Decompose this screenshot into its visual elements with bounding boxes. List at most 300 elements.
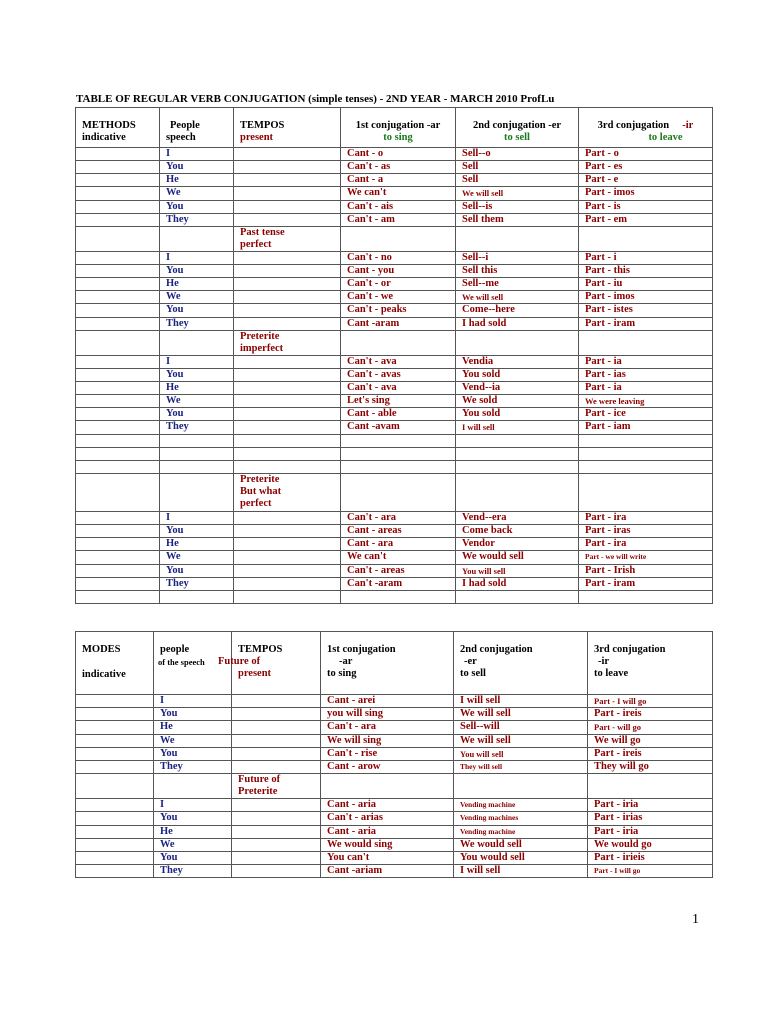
present-label-2: present — [238, 668, 272, 679]
mode-cell — [76, 161, 160, 174]
person-cell: I — [160, 148, 234, 161]
conj3-cell — [579, 590, 713, 603]
conj3-cell: Part - ice — [579, 408, 713, 421]
table-row — [76, 355, 713, 368]
person-cell — [160, 590, 234, 603]
person-cell — [160, 447, 234, 460]
person-cell: You — [154, 812, 232, 825]
table-row — [76, 708, 713, 721]
tense-label: perfect — [240, 238, 272, 250]
conj3-cell: Part - ia — [579, 381, 713, 394]
conj2-cell: We will sell — [454, 734, 588, 747]
mode-cell — [76, 774, 154, 799]
tense-cell — [234, 200, 341, 213]
tense-cell — [234, 590, 341, 603]
mode-cell — [76, 511, 160, 524]
person-cell: They — [160, 317, 234, 330]
tense-cell — [234, 447, 341, 460]
conj1-cell: Can't -aram — [341, 577, 456, 590]
table-1-header-row — [76, 108, 713, 148]
person-cell: They — [160, 421, 234, 434]
conj3-cell: Part - ireis — [588, 708, 713, 721]
mode-cell — [76, 721, 154, 734]
conj3-cell: Part - iras — [579, 525, 713, 538]
conj1-cell — [321, 774, 454, 799]
tense-cell — [232, 760, 321, 773]
conj3-cell: Part - will go — [588, 721, 713, 734]
conj1-cell: Cant - arow — [321, 760, 454, 773]
conj3-cell: Part - imos — [579, 187, 713, 200]
mode-cell — [76, 865, 154, 878]
conj2-cell — [456, 447, 579, 460]
tense-cell — [234, 551, 341, 564]
person-cell: They — [160, 577, 234, 590]
person-cell: He — [154, 721, 232, 734]
table-row — [76, 473, 713, 511]
tempos-label: TEMPOS — [240, 120, 285, 131]
table-row — [76, 590, 713, 603]
table-row — [76, 538, 713, 551]
conj3-cell: Part - iu — [579, 278, 713, 291]
tense-cell — [234, 264, 341, 277]
mode-cell — [76, 148, 160, 161]
conj3-cell: Part - ira — [579, 511, 713, 524]
conj3-cell: Part - ia — [579, 355, 713, 368]
conj1-cell: Cant -avam — [341, 421, 456, 434]
conj1-cell: Can't - ara — [341, 511, 456, 524]
mode-cell — [76, 434, 160, 447]
conj1-label-2: 1st conjugation — [327, 644, 396, 655]
table-row — [76, 695, 713, 708]
conj3-cell — [579, 330, 713, 355]
mode-cell — [76, 226, 160, 251]
conj1-suffix-2: -ar — [339, 656, 353, 667]
tense-cell — [232, 721, 321, 734]
conj1-cell: Cant - areas — [341, 525, 456, 538]
tense-label: Preterite — [238, 786, 278, 798]
person-cell: You — [160, 368, 234, 381]
conj3-cell: We will go — [588, 734, 713, 747]
conj2-cell: We will sell — [454, 708, 588, 721]
person-cell: You — [160, 200, 234, 213]
methods-label: METHODS — [82, 120, 136, 131]
conj1-label: 1st conjugation -ar — [355, 120, 441, 131]
conj2-cell: Sell--will — [454, 721, 588, 734]
tense-cell — [234, 174, 341, 187]
conj2-cell: We sold — [456, 395, 579, 408]
mode-cell — [76, 708, 154, 721]
conj3-cell — [579, 447, 713, 460]
tense-label: Preterite — [240, 330, 280, 342]
conj3-cell: Part - iram — [579, 317, 713, 330]
table-row — [76, 799, 713, 812]
conj1-cell — [341, 590, 456, 603]
conj3-cell: Part - this — [579, 264, 713, 277]
mode-cell — [76, 317, 160, 330]
conj1-cell: Can't - arias — [321, 812, 454, 825]
conj3-cell: Part - Irish — [579, 564, 713, 577]
conj2-cell: Sell--o — [456, 148, 579, 161]
conj2-cell: Sell — [456, 174, 579, 187]
header-tempos-2 — [218, 632, 321, 695]
tense-cell — [234, 187, 341, 200]
table-row — [76, 812, 713, 825]
table-row — [76, 226, 713, 251]
mode-cell — [76, 355, 160, 368]
tense-cell — [234, 408, 341, 421]
page-number: 1 — [692, 912, 699, 927]
speech-label: speech — [166, 132, 196, 143]
mode-cell — [76, 251, 160, 264]
table-row — [76, 447, 713, 460]
mode-cell — [76, 590, 160, 603]
mode-cell — [76, 421, 160, 434]
person-cell: They — [160, 213, 234, 226]
conj2-cell: I will sell — [454, 865, 588, 878]
mode-cell — [76, 330, 160, 355]
conj2-cell: We would sell — [456, 551, 579, 564]
conj2-cell — [456, 226, 579, 251]
person-cell — [160, 473, 234, 511]
conj3-cell: Part - es — [579, 161, 713, 174]
conj2-cell: I had sold — [456, 317, 579, 330]
table-row — [76, 264, 713, 277]
tense-label: Future of — [238, 774, 281, 786]
conj2-cell: Sell--i — [456, 251, 579, 264]
conj1-cell — [341, 473, 456, 511]
conj2-cell: I will sell — [454, 695, 588, 708]
conj2-cell — [456, 434, 579, 447]
tense-cell — [234, 213, 341, 226]
table-row — [76, 395, 713, 408]
conj1-cell — [341, 460, 456, 473]
table-row — [76, 760, 713, 773]
header-3rd-conjugation-2 — [588, 632, 713, 695]
conj3-cell: Part - I will go — [588, 865, 713, 878]
person-cell: He — [160, 538, 234, 551]
person-cell: He — [154, 825, 232, 838]
table-row — [76, 251, 713, 264]
conj1-cell: Cant - aria — [321, 825, 454, 838]
tense-cell — [232, 825, 321, 838]
conj2-cell: Vendia — [456, 355, 579, 368]
conj2-label-2: 2nd conjugation — [460, 644, 533, 655]
conj3-cell: Part - i — [579, 251, 713, 264]
conj3-cell: Part - iam — [579, 421, 713, 434]
header-methods — [76, 108, 160, 148]
people-label-2: people — [160, 644, 190, 655]
conj1-cell: You can't — [321, 851, 454, 864]
mode-cell — [76, 200, 160, 213]
conj2-cell: Come back — [456, 525, 579, 538]
conj3-cell: Part - iram — [579, 577, 713, 590]
conj2-cell: Vending machine — [454, 825, 588, 838]
conj1-cell: Can't - ais — [341, 200, 456, 213]
mode-cell — [76, 408, 160, 421]
conj3-label-2: 3rd conjugation — [594, 644, 666, 655]
table-row — [76, 564, 713, 577]
table-row — [76, 381, 713, 394]
table-row — [76, 774, 713, 799]
tense-cell — [234, 525, 341, 538]
conj2-cell: Sell--is — [456, 200, 579, 213]
header-1st-conjugation-2 — [321, 632, 454, 695]
table-row — [76, 721, 713, 734]
conj2-cell: You sold — [456, 408, 579, 421]
person-cell: He — [160, 174, 234, 187]
conj1-cell: Cant - you — [341, 264, 456, 277]
conj3-verb: to leave — [648, 132, 683, 143]
conj1-cell — [341, 434, 456, 447]
person-cell: We — [154, 734, 232, 747]
header-tempos — [234, 108, 341, 148]
person-cell: You — [160, 408, 234, 421]
conj2-cell: You would sell — [454, 851, 588, 864]
conj2-cell: They will sell — [454, 760, 588, 773]
conj2-cell: You will sell — [454, 747, 588, 760]
conj2-cell: Vending machines — [454, 812, 588, 825]
tense-cell — [234, 291, 341, 304]
of-the-speech-label: of the speech — [158, 657, 205, 667]
tense-cell — [232, 838, 321, 851]
table-row — [76, 187, 713, 200]
table-row — [76, 304, 713, 317]
table-row — [76, 511, 713, 524]
person-cell: They — [154, 865, 232, 878]
modes-label: MODES — [82, 644, 121, 655]
conj1-cell: We can't — [341, 187, 456, 200]
people-label: People — [170, 120, 200, 131]
conj3-cell: Part - I will go — [588, 695, 713, 708]
header-people — [160, 108, 234, 148]
person-cell: We — [160, 551, 234, 564]
mode-cell — [76, 447, 160, 460]
person-cell — [154, 774, 232, 799]
person-cell: I — [160, 251, 234, 264]
person-cell — [160, 226, 234, 251]
conj2-cell — [456, 330, 579, 355]
conj1-cell — [341, 447, 456, 460]
table-row — [76, 851, 713, 864]
conj2-cell: Vendor — [456, 538, 579, 551]
conj2-cell: Sell--me — [456, 278, 579, 291]
conj3-cell: They will go — [588, 760, 713, 773]
conj3-cell — [588, 774, 713, 799]
conj3-cell: Part - irias — [588, 812, 713, 825]
tense-cell — [234, 434, 341, 447]
person-cell: We — [160, 291, 234, 304]
conj3-cell: We would go — [588, 838, 713, 851]
conj3-suffix: -ir — [682, 120, 694, 131]
tense-label: imperfect — [240, 342, 284, 354]
mode-cell — [76, 213, 160, 226]
table-row — [76, 291, 713, 304]
person-cell: We — [154, 838, 232, 851]
mode-cell — [76, 460, 160, 473]
conj1-cell: We would sing — [321, 838, 454, 851]
conj1-cell: Cant - arei — [321, 695, 454, 708]
conj1-cell: Can't - no — [341, 251, 456, 264]
conj1-cell: Can't - ava — [341, 381, 456, 394]
person-cell: I — [160, 511, 234, 524]
conj2-cell: You sold — [456, 368, 579, 381]
tense-cell — [234, 460, 341, 473]
tense-cell — [232, 812, 321, 825]
conj1-cell: Can't - ava — [341, 355, 456, 368]
conj3-cell — [579, 434, 713, 447]
person-cell — [160, 434, 234, 447]
mode-cell — [76, 473, 160, 511]
conj2-cell: Vending machine — [454, 799, 588, 812]
conj1-cell: Can't - peaks — [341, 304, 456, 317]
table-row — [76, 525, 713, 538]
future-of-label: Future of — [218, 656, 261, 667]
table-2-header-row — [76, 632, 713, 695]
conj1-cell: you will sing — [321, 708, 454, 721]
table-row — [76, 460, 713, 473]
person-cell: You — [160, 264, 234, 277]
conj2-cell: Sell — [456, 161, 579, 174]
conj3-cell: Part - em — [579, 213, 713, 226]
conj1-cell: Can't - or — [341, 278, 456, 291]
conj2-cell: I will sell — [456, 421, 579, 434]
person-cell: He — [160, 278, 234, 291]
tense-cell — [234, 226, 341, 251]
tense-cell — [232, 799, 321, 812]
mode-cell — [76, 760, 154, 773]
tense-cell — [232, 747, 321, 760]
conj2-cell: Sell them — [456, 213, 579, 226]
table-row — [76, 865, 713, 878]
conjugation-table-1 — [75, 107, 713, 604]
mode-cell — [76, 395, 160, 408]
tense-cell — [234, 564, 341, 577]
conj3-cell: Part - iria — [588, 799, 713, 812]
conj1-cell: Can't - as — [341, 161, 456, 174]
conj3-cell: Part - o — [579, 148, 713, 161]
person-cell: You — [160, 564, 234, 577]
tense-cell — [232, 774, 321, 799]
header-modes — [76, 632, 154, 695]
conj3-cell — [579, 226, 713, 251]
conj3-suffix-2: -ir — [598, 656, 610, 667]
person-cell: You — [154, 708, 232, 721]
conj2-cell: Come--here — [456, 304, 579, 317]
person-cell: I — [160, 355, 234, 368]
mode-cell — [76, 812, 154, 825]
mode-cell — [76, 799, 154, 812]
conj1-verb: to sing — [383, 132, 413, 143]
tense-cell — [234, 251, 341, 264]
person-cell — [160, 330, 234, 355]
conj2-suffix-2: -er — [464, 656, 477, 667]
table-row — [76, 174, 713, 187]
conj2-cell: I had sold — [456, 577, 579, 590]
conj3-cell: We were leaving — [579, 395, 713, 408]
mode-cell — [76, 538, 160, 551]
conj3-verb-2: to leave — [594, 668, 629, 679]
table-row — [76, 200, 713, 213]
conj1-cell: Cant - ara — [341, 538, 456, 551]
indicative-label: indicative — [82, 132, 126, 143]
conj3-cell: Part - irieis — [588, 851, 713, 864]
tense-label: But what — [240, 485, 282, 497]
tense-cell — [234, 330, 341, 355]
tense-cell — [232, 708, 321, 721]
tense-cell — [234, 278, 341, 291]
tense-label: Past tense — [240, 226, 285, 238]
person-cell: You — [160, 161, 234, 174]
mode-cell — [76, 851, 154, 864]
conjugation-table-2 — [75, 631, 713, 878]
mode-cell — [76, 838, 154, 851]
conj3-cell: Part - ias — [579, 368, 713, 381]
tempos-label-2: TEMPOS — [238, 644, 283, 655]
person-cell: I — [154, 695, 232, 708]
tense-cell — [234, 395, 341, 408]
conj3-cell: Part - is — [579, 200, 713, 213]
conj2-cell: We will sell — [456, 291, 579, 304]
conj1-cell — [341, 226, 456, 251]
table-row — [76, 825, 713, 838]
mode-cell — [76, 304, 160, 317]
person-cell: I — [154, 799, 232, 812]
mode-cell — [76, 368, 160, 381]
conj1-cell — [341, 330, 456, 355]
table-row — [76, 408, 713, 421]
tense-cell — [234, 421, 341, 434]
mode-cell — [76, 525, 160, 538]
person-cell: You — [160, 525, 234, 538]
header-2nd-conjugation — [456, 108, 579, 148]
person-cell: You — [160, 304, 234, 317]
tense-cell — [234, 317, 341, 330]
header-1st-conjugation — [341, 108, 456, 148]
conj3-cell — [579, 473, 713, 511]
mode-cell — [76, 734, 154, 747]
header-3rd-conjugation — [579, 108, 713, 148]
header-2nd-conjugation-2 — [454, 632, 588, 695]
conj1-cell: Cant - o — [341, 148, 456, 161]
conj1-cell: Can't - we — [341, 291, 456, 304]
table-row — [76, 161, 713, 174]
table-row — [76, 278, 713, 291]
table-row — [76, 551, 713, 564]
conj1-cell: Cant - able — [341, 408, 456, 421]
conj1-cell: Can't - areas — [341, 564, 456, 577]
conj2-cell: Vend--ia — [456, 381, 579, 394]
mode-cell — [76, 577, 160, 590]
person-cell: You — [154, 747, 232, 760]
mode-cell — [76, 381, 160, 394]
tense-label: perfect — [240, 497, 272, 509]
mode-cell — [76, 291, 160, 304]
mode-cell — [76, 187, 160, 200]
table-row — [76, 368, 713, 381]
present-label: present — [240, 132, 274, 143]
conj1-cell: Can't - avas — [341, 368, 456, 381]
conj1-cell: Can't - rise — [321, 747, 454, 760]
conj3-label: 3rd conjugation — [597, 120, 670, 131]
indicative-label-2: indicative — [82, 669, 126, 680]
conj2-label: 2nd conjugation -er — [472, 120, 562, 131]
conj2-cell — [456, 460, 579, 473]
conj2-cell — [456, 473, 579, 511]
conj2-cell: Vend--era — [456, 511, 579, 524]
tense-cell — [234, 148, 341, 161]
mode-cell — [76, 278, 160, 291]
tense-cell — [234, 355, 341, 368]
